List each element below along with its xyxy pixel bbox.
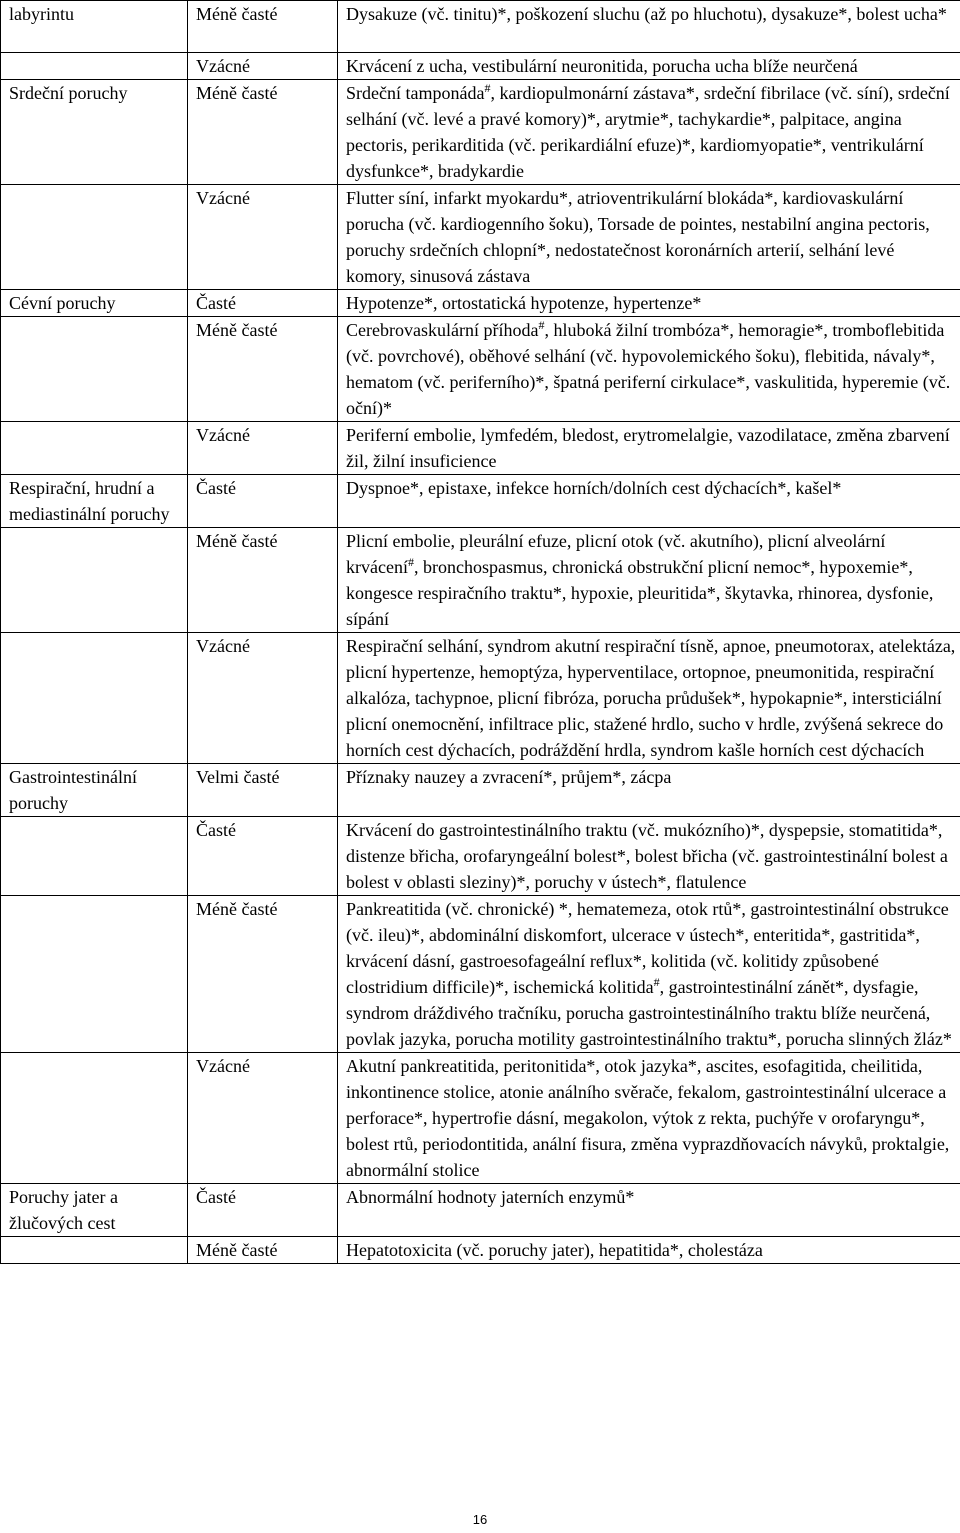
table-row bbox=[1, 764, 960, 817]
organ-class-cell bbox=[1, 817, 188, 896]
frequency-cell: Méně časté bbox=[188, 528, 338, 633]
effects-cell: Periferní embolie, lymfedém, bledost, erytromelalgie, vazodilatace, změna zbarvení žil, žilní insuficience bbox=[338, 422, 960, 475]
effects-cell: Krvácení do gastrointestinálního traktu (vč. mukózního)*, dyspepsie, stomatitida*, distenze břicha, orofaryngeální bolest*, bolest břicha (vč. gastrointestinální bolest a bolest v oblasti sleziny)*, poruchy v ústech*, flatulence bbox=[338, 817, 960, 896]
frequency-cell: Méně časté bbox=[188, 1, 338, 53]
effects-cell: Cerebrovaskulární příhoda#, hluboká žilní trombóza*, hemoragie*, tromboflebitida (vč. povrchové), oběhové selhání (vč. hypovolemického šoku), flebitida, návaly*, hematom (vč. periferního)*, špatná periferní cirkulace*, vaskulitida, hyperemie (vč. oční)* bbox=[338, 317, 960, 422]
frequency-cell: Méně časté bbox=[188, 1237, 338, 1264]
effects-cell: Srdeční tamponáda#, kardiopulmonární zástava*, srdeční fibrilace (vč. síní), srdeční selhání (vč. levé a pravé komory)*, arytmie*, tachykardie*, palpitace, angina pectoris, perikarditida (vč. perikardiální efuze)*, kardiomyopatie*, ventrikulární dysfunkce*, bradykardie bbox=[338, 80, 960, 185]
frequency-cell: Méně časté bbox=[188, 896, 338, 1053]
table-row bbox=[1, 185, 960, 290]
effects-cell: Akutní pankreatitida, peritonitida*, otok jazyka*, ascites, esofagitida, cheilitida, inkontinence stolice, atonie análního svěrače, fekalom, gastrointestinální ulcerace a perforace*, hypertrofie dásní, megakolon, výtok z rekta, puchýře v orofaryngu*, bolest rtů, periodontitida, anální fisura, změna vyprazdňovacích návyků, proktalgie, abnormální stolice bbox=[338, 1053, 960, 1184]
organ-class-cell bbox=[1, 528, 188, 633]
frequency-cell: Vzácné bbox=[188, 422, 338, 475]
effects-cell: Krvácení z ucha, vestibulární neuronitida, porucha ucha blíže neurčená bbox=[338, 53, 960, 80]
frequency-cell: Méně časté bbox=[188, 80, 338, 185]
organ-class-cell bbox=[1, 633, 188, 764]
frequency-cell: Vzácné bbox=[188, 53, 338, 80]
organ-class-cell: labyrintu bbox=[1, 1, 188, 53]
organ-class-cell bbox=[1, 317, 188, 422]
frequency-cell: Časté bbox=[188, 475, 338, 528]
table-row bbox=[1, 633, 960, 764]
table-row bbox=[1, 53, 960, 80]
frequency-cell: Méně časté bbox=[188, 317, 338, 422]
effects-cell: Plicní embolie, pleurální efuze, plicní otok (vč. akutního), plicní alveolární krvácení#, bronchospasmus, chronická obstrukční plicní nemoc*, hypoxemie*, kongesce respiračního traktu*, hypoxie, pleuritida*, škytavka, rhinorea, dysfonie, sípání bbox=[338, 528, 960, 633]
organ-class-cell bbox=[1, 422, 188, 475]
table-row bbox=[1, 475, 960, 528]
effects-cell: Abnormální hodnoty jaterních enzymů* bbox=[338, 1184, 960, 1237]
table-row bbox=[1, 528, 960, 633]
table-row bbox=[1, 817, 960, 896]
table-row bbox=[1, 1, 960, 53]
table-row bbox=[1, 290, 960, 317]
effects-cell: Dyspnoe*, epistaxe, infekce horních/dolních cest dýchacích*, kašel* bbox=[338, 475, 960, 528]
table-row bbox=[1, 317, 960, 422]
organ-class-cell: Gastrointestinální poruchy bbox=[1, 764, 188, 817]
organ-class-cell: Cévní poruchy bbox=[1, 290, 188, 317]
organ-class-cell bbox=[1, 1053, 188, 1184]
table-row bbox=[1, 422, 960, 475]
effects-cell: Flutter síní, infarkt myokardu*, atrioventrikulární blokáda*, kardiovaskulární porucha (vč. kardiogenního šoku), Torsade de pointes, nestabilní angina pectoris, poruchy srdečních chlopní*, nedostatečnost koronárních arterií, selhání levé komory, sinusová zástava bbox=[338, 185, 960, 290]
effects-cell: Hypotenze*, ortostatická hypotenze, hypertenze* bbox=[338, 290, 960, 317]
table-row bbox=[1, 896, 960, 1053]
organ-class-cell: Srdeční poruchy bbox=[1, 80, 188, 185]
table-row bbox=[1, 1184, 960, 1237]
organ-class-cell bbox=[1, 896, 188, 1053]
frequency-cell: Časté bbox=[188, 1184, 338, 1237]
table-row bbox=[1, 1053, 960, 1184]
effects-cell: Dysakuze (vč. tinitu)*, poškození sluchu (až po hluchotu), dysakuze*, bolest ucha* bbox=[338, 1, 960, 53]
effects-cell: Pankreatitida (vč. chronické) *, hematemeza, otok rtů*, gastrointestinální obstrukce (vč. ileu)*, abdominální diskomfort, ulcerace v ústech*, enteritida*, gastritida*, krvácení dásní, gastroesofageální reflux*, kolitida (vč. kolitidy způsobené clostridium difficile)*, ischemická kolitida#, gastrointestinální zánět*, dysfagie, syndrom dráždivého tračníku, porucha gastrointestinálního traktu blíže neurčená, povlak jazyka, porucha motility gastrointestinálního traktu*, porucha slinných žláz* bbox=[338, 896, 960, 1053]
frequency-cell: Vzácné bbox=[188, 1053, 338, 1184]
frequency-cell: Vzácné bbox=[188, 185, 338, 290]
organ-class-cell bbox=[1, 1237, 188, 1264]
frequency-cell: Časté bbox=[188, 290, 338, 317]
organ-class-cell: Respirační, hrudní a mediastinální poruchy bbox=[1, 475, 188, 528]
table-row bbox=[1, 1237, 960, 1264]
organ-class-cell bbox=[1, 53, 188, 80]
frequency-cell: Velmi časté bbox=[188, 764, 338, 817]
organ-class-cell bbox=[1, 185, 188, 290]
organ-class-cell: Poruchy jater a žlučových cest bbox=[1, 1184, 188, 1237]
frequency-cell: Časté bbox=[188, 817, 338, 896]
page-number: 16 bbox=[0, 1507, 960, 1533]
effects-cell: Respirační selhání, syndrom akutní respirační tísně, apnoe, pneumotorax, atelektáza, plicní hypertenze, hemoptýza, hyperventilace, ortopnoe, pneumonitida, respirační alkalóza, tachypnoe, plicní fibróza, porucha průdušek*, hypokapnie*, intersticiální plicní onemocnění, infiltrace plic, stažené hrdlo, sucho v hrdle, zvýšená sekrece do horních cest dýchacích, podráždění hrdla, syndrom kašle horních cest dýchacích bbox=[338, 633, 960, 764]
effects-cell: Hepatotoxicita (vč. poruchy jater), hepatitida*, cholestáza bbox=[338, 1237, 960, 1264]
effects-cell: Příznaky nauzey a zvracení*, průjem*, zácpa bbox=[338, 764, 960, 817]
table-row bbox=[1, 80, 960, 185]
frequency-cell: Vzácné bbox=[188, 633, 338, 764]
